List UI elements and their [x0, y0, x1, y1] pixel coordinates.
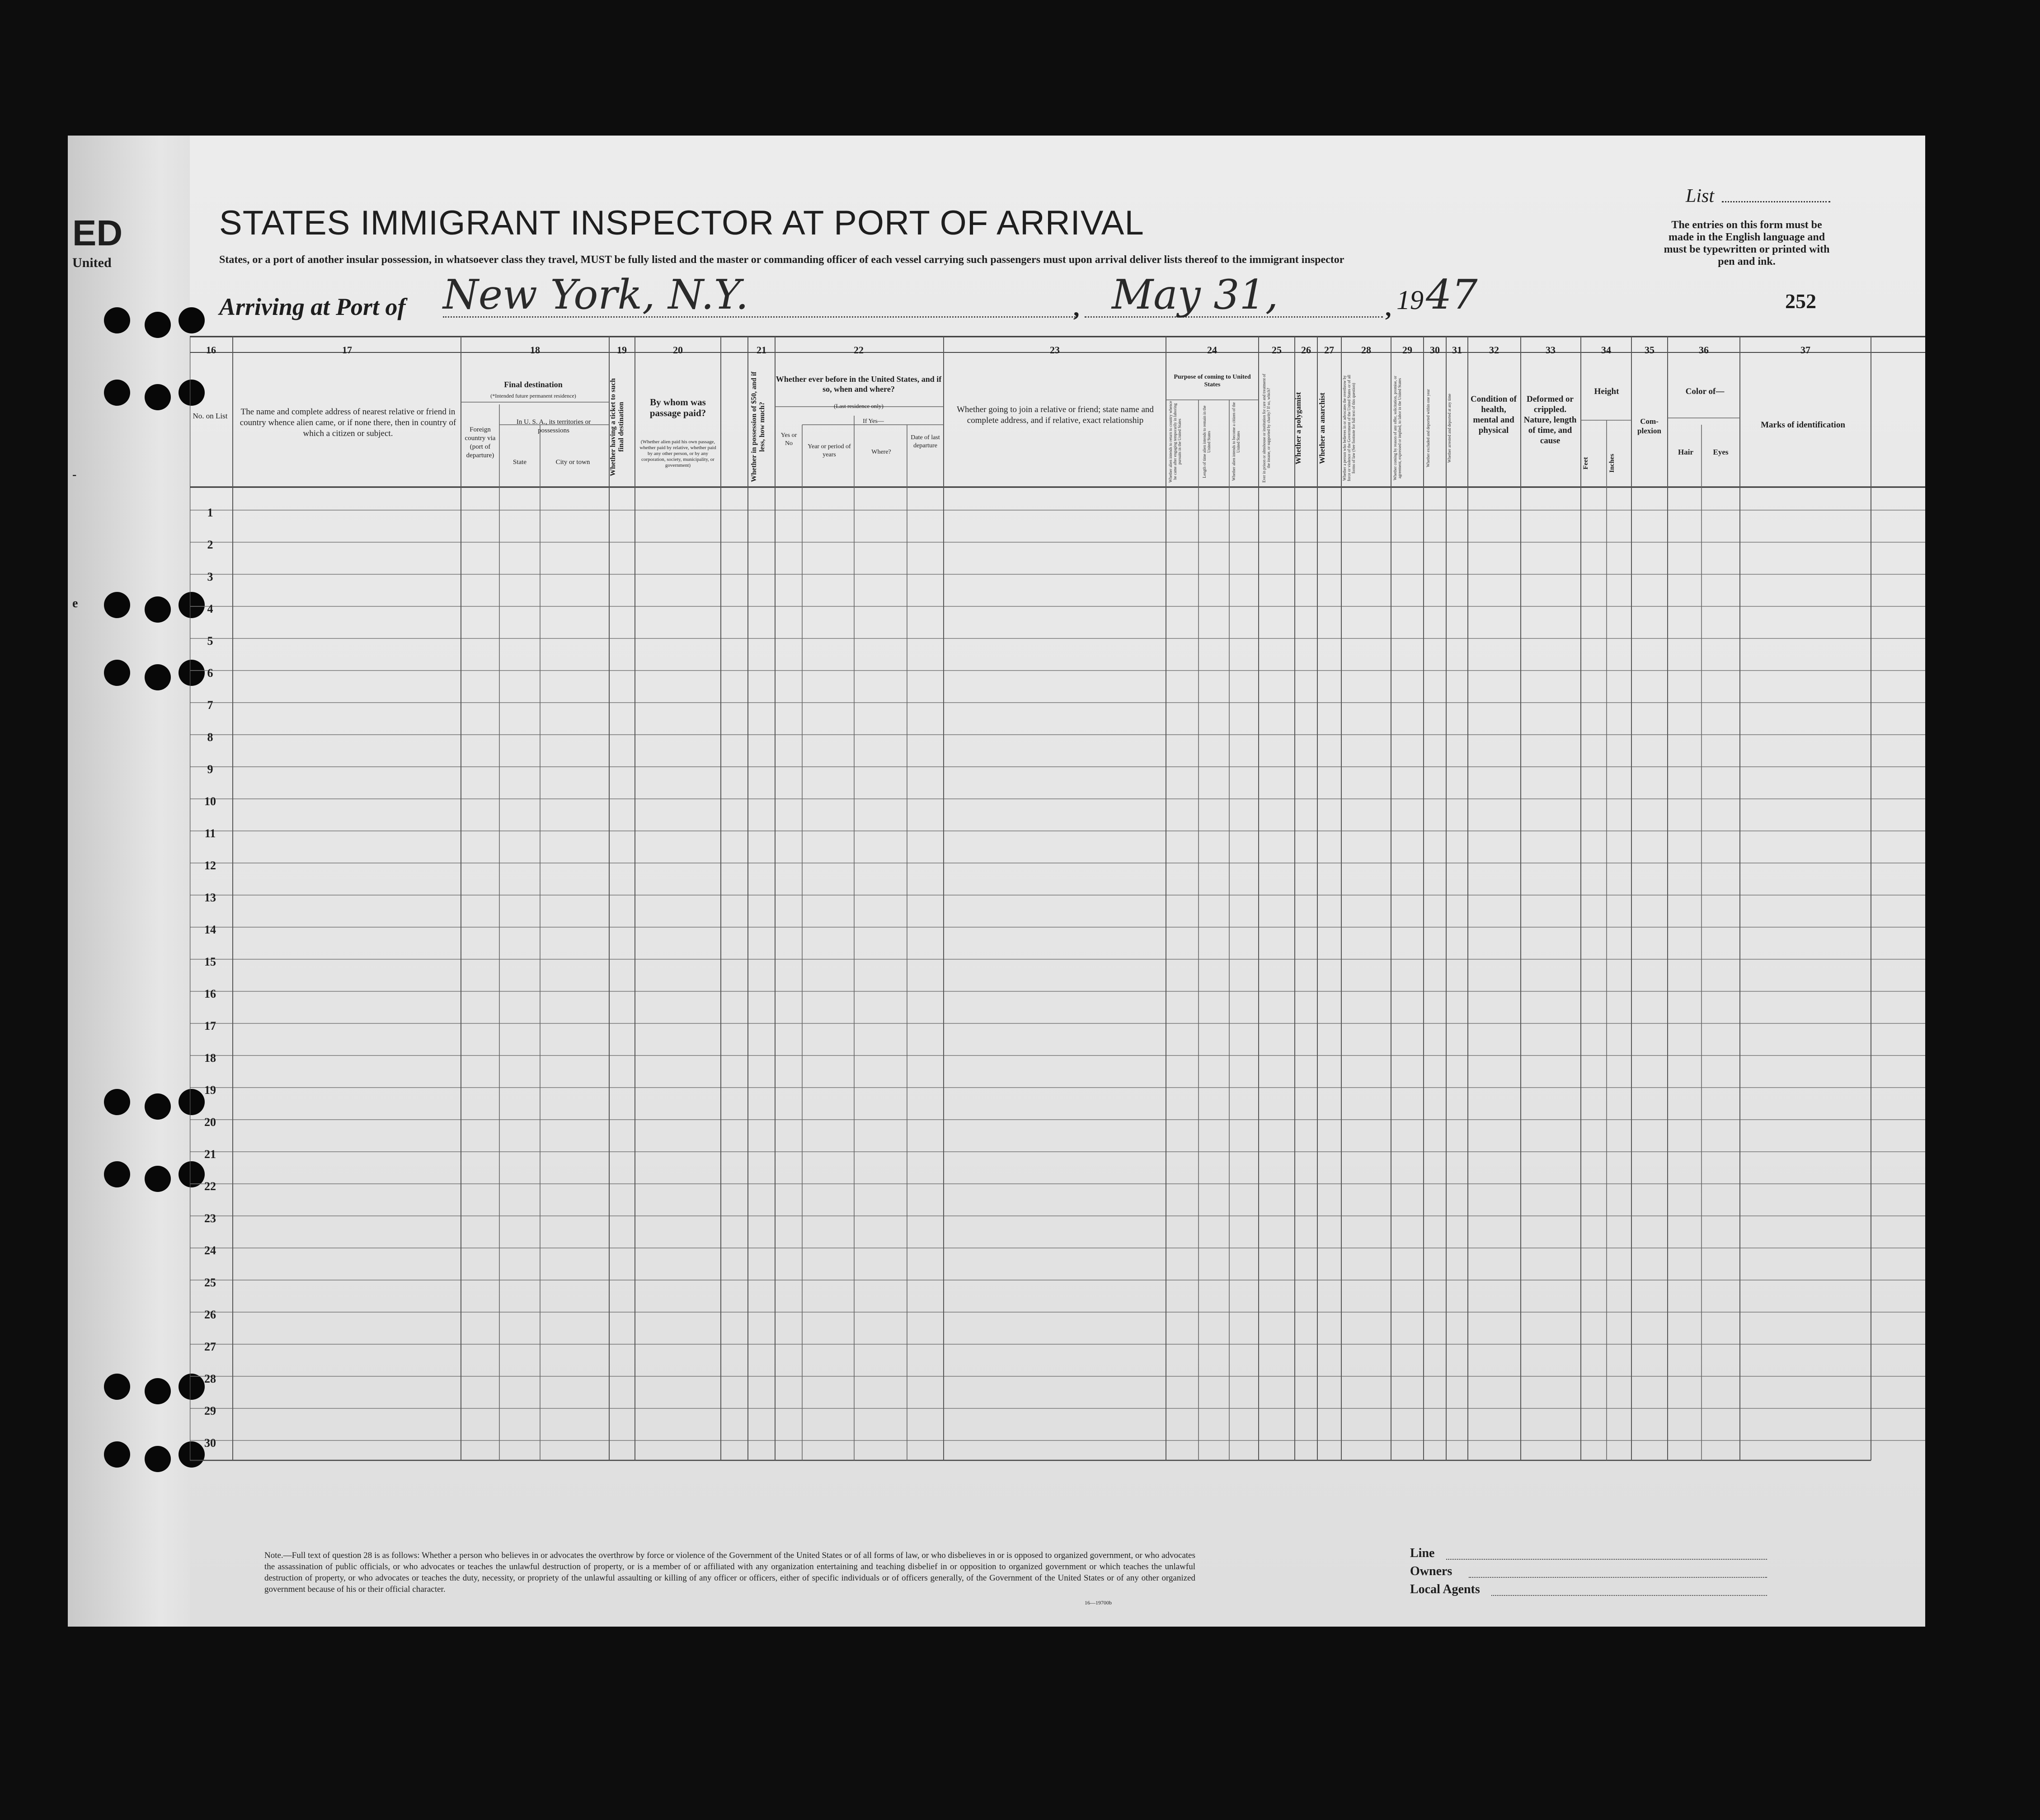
- row-number: 24: [204, 1244, 216, 1257]
- punch-hole: [104, 307, 130, 333]
- col24-citizen-header: Whether alien intends to become a citizen of the United States: [1232, 402, 1241, 481]
- column-number: 33: [1546, 344, 1556, 356]
- manifest-sheet: [190, 136, 1925, 1627]
- col18-note: (*Intended future permanent residence): [490, 393, 576, 399]
- column-number: 19: [617, 344, 627, 356]
- row-number: 7: [207, 699, 213, 712]
- col18-city-header: City or town: [555, 459, 590, 466]
- row-number: 28: [204, 1372, 216, 1385]
- row-number: 15: [204, 955, 216, 968]
- row-number: 27: [204, 1340, 216, 1353]
- row-number: 13: [204, 891, 216, 904]
- column-number: 35: [1645, 344, 1655, 356]
- column-number: 22: [854, 344, 864, 356]
- date-handwritten: May 31,: [1112, 271, 1279, 319]
- line-label: Line: [1410, 1546, 1435, 1560]
- col22-title: Whether ever before in the United States, and if so, when and where?: [776, 375, 942, 394]
- col25-header: Ever in prison or almshouse or institution for care and treatment of the insane, or supported by charity? If so, which?: [1262, 374, 1271, 483]
- row-number: 29: [204, 1404, 216, 1417]
- flap-word-fragment: United: [72, 255, 112, 270]
- col30-header: Whether excluded and deported within one year: [1426, 389, 1430, 467]
- row-number: 14: [204, 923, 216, 936]
- table-grid: [190, 136, 1925, 1500]
- column-number: 17: [342, 344, 352, 356]
- row-number: 5: [207, 634, 213, 647]
- col22-ifyes: If Yes—: [863, 418, 884, 425]
- column-number: 23: [1050, 344, 1060, 356]
- row-number: 30: [204, 1436, 216, 1449]
- col34-feet-header: Feet: [1582, 457, 1589, 469]
- row-number: 6: [207, 666, 213, 680]
- col24-length-header: Length of time alien intends to remain in the United States: [1202, 405, 1211, 478]
- punch-hole: [104, 1089, 130, 1115]
- punch-hole: [145, 1093, 171, 1120]
- year-prefix: 19: [1396, 285, 1424, 315]
- punch-hole: [104, 380, 130, 406]
- col37-header: Marks of identification: [1761, 420, 1845, 430]
- row-number: 25: [204, 1276, 216, 1289]
- question-28-footnote: Note.—Full text of question 28 is as follows: Whether a person who believes in or advocates the overthrow by force or violence of the Government of the United States or of all forms of law, or who disbelieves in or is opposed to organized government, or who advocates the assassination of public officials, or who advocates or teaches the unlawful destruction of property, or is a member of or affiliated with any organization entertaining and teaching disbelief in or opposition to organized government or which teaches the unlawful destruction of property, or who advocates or teaches the duty, necessity, or propriety of the unlawful assaulting or killing of any officer or officers, either of specific individuals or of officers generally, of the Government of the United States or of any other organized government because of his or their official character.: [264, 1551, 1195, 1594]
- row-number: 9: [207, 763, 213, 776]
- col32-header: Condition of health, mental and physical: [1471, 394, 1517, 435]
- row-number: 4: [207, 602, 213, 615]
- flap-side-fragment: e: [72, 596, 78, 610]
- local-agents-label: Local Agents: [1410, 1582, 1480, 1596]
- col21-header: Whether in possession of $50, and if less, how much?: [750, 371, 766, 483]
- column-number: 24: [1207, 344, 1217, 356]
- form-subtitle: States, or a port of another insular possession, in whatsoever class they travel, MUST be fully listed and the master or commanding officer of each vessel carrying such passengers must upon arrival deliver lists thereof to the immigrant inspector: [219, 254, 1344, 266]
- separator-comma: ,: [1385, 294, 1391, 321]
- column-number: 21: [757, 344, 766, 356]
- list-label: List: [1686, 186, 1715, 206]
- flap-title-fragment: ED: [72, 213, 123, 253]
- port-handwritten: New York, N.Y.: [443, 271, 749, 319]
- column-number: 36: [1699, 344, 1709, 356]
- row-number: 17: [204, 1019, 216, 1032]
- punch-hole: [145, 384, 171, 410]
- row-number: 26: [204, 1308, 216, 1321]
- col36-title: Color of—: [1685, 387, 1725, 396]
- col17-header: The name and complete address of nearest relative or friend in country whence alien came, or if none there, then in country of which a citizen or subject.: [240, 407, 456, 438]
- row-number: 19: [204, 1084, 216, 1097]
- col22-date-header: Date of last departure: [911, 434, 940, 449]
- col20-title: By whom was passage paid?: [649, 397, 706, 418]
- row-number: 22: [204, 1180, 216, 1193]
- col18-title: Final destination: [504, 380, 563, 389]
- row-number: 18: [204, 1051, 216, 1065]
- punch-hole: [104, 660, 130, 686]
- col24-title: Purpose of coming to United States: [1174, 374, 1251, 388]
- column-number: 18: [530, 344, 540, 356]
- row-number: 23: [204, 1212, 216, 1225]
- col34-title: Height: [1594, 387, 1619, 396]
- punch-hole: [104, 592, 130, 618]
- punch-hole: [145, 1446, 171, 1472]
- arriving-port-label: Arriving at Port of: [219, 293, 406, 320]
- form-title: STATES IMMIGRANT INSPECTOR AT PORT OF ARRIVAL: [219, 204, 1144, 242]
- row-number: 16: [204, 987, 216, 1000]
- col27-header: Whether an anarchist: [1318, 392, 1326, 464]
- col18-usa-header: In U. S. A., its territories or possessions: [516, 418, 591, 434]
- punch-hole: [145, 312, 171, 338]
- col34-inches-header: Inches: [1608, 454, 1616, 473]
- col35-header: Com-plexion: [1637, 417, 1661, 435]
- col18-state-header: State: [513, 459, 526, 466]
- punch-hole: [104, 1374, 130, 1400]
- col26-header: Whether a polygamist: [1294, 392, 1302, 464]
- punch-hole: [104, 1161, 130, 1187]
- col19-header: Whether having a ticket to such final destination: [609, 378, 625, 476]
- form-instructions: The entries on this form must be made in the English language and must be typewritten or printed with pen and ink.: [1664, 219, 1830, 267]
- col22-years-header: Year or period of years: [808, 443, 851, 458]
- column-number: 37: [1800, 344, 1810, 356]
- col28-header: Whether a person who believes in or advocates the overthrow by force or violence of the Government of the United States or of all forms of law (See footnote for full text of this question): [1342, 375, 1356, 482]
- col22-note: (Last residence only): [834, 403, 884, 409]
- column-number: 25: [1272, 344, 1282, 356]
- punch-hole: [145, 664, 171, 690]
- column-number: 27: [1324, 344, 1334, 356]
- punch-hole: [145, 1378, 171, 1404]
- column-number: 29: [1402, 344, 1412, 356]
- column-number: 28: [1361, 344, 1371, 356]
- column-number: 31: [1452, 344, 1462, 356]
- col16-header: No. on List: [193, 412, 228, 420]
- column-number: 26: [1301, 344, 1311, 356]
- col24-return-header: Whether alien intends to return to country whence he came after engaging temporarily in laboring pursuits in the United States: [1168, 401, 1182, 483]
- punch-hole: [145, 1166, 171, 1192]
- col20-note: (Whether alien paid his own passage, whether paid by relative, whether paid by any other person, or by any corporation, society, municipality, or government): [639, 439, 716, 468]
- local-agents-field: [1491, 1595, 1767, 1596]
- year-handwritten: 47: [1426, 271, 1478, 319]
- col36-hair-header: Hair: [1678, 448, 1693, 456]
- line-field: [1446, 1559, 1767, 1560]
- col22-where-header: Where?: [871, 449, 891, 455]
- col31-header: Whether arrested and deported at any time: [1447, 394, 1452, 463]
- col33-header: Deformed or crippled. Nature, length of time, and cause: [1523, 394, 1577, 446]
- column-number: 32: [1489, 344, 1499, 356]
- row-number: 3: [207, 570, 213, 583]
- col23-header: Whether going to join a relative or friend; state name and complete address, and if relative, exact relationship: [957, 405, 1154, 425]
- column-number: 16: [206, 344, 216, 356]
- row-number: 10: [204, 795, 216, 808]
- form-code: 16—19700b: [1085, 1600, 1112, 1606]
- col29-header: Whether coming by reason of any offer, solicitation, promise, or agreement, expressed or implied, to labor in the United States: [1393, 375, 1402, 481]
- separator-comma: ,: [1073, 294, 1080, 321]
- row-number: 8: [207, 731, 213, 744]
- col22-yesno-header: Yes or No: [780, 432, 797, 447]
- punch-hole: [145, 596, 171, 623]
- owners-label: Owners: [1410, 1564, 1452, 1578]
- column-number: 20: [673, 344, 683, 356]
- row-number: 2: [207, 538, 213, 551]
- owners-field: [1469, 1577, 1767, 1578]
- row-number: 1: [207, 506, 213, 519]
- column-number: 30: [1430, 344, 1440, 356]
- row-number: 12: [204, 859, 216, 872]
- page-number: 252: [1785, 290, 1816, 313]
- row-number: 21: [204, 1148, 216, 1161]
- col36-eyes-header: Eyes: [1713, 448, 1729, 456]
- row-number: 11: [204, 827, 216, 840]
- col18-foreign-header: Foreign country via (port of departure): [465, 426, 496, 459]
- column-number: 34: [1601, 344, 1611, 356]
- row-number: 20: [204, 1116, 216, 1129]
- flap-side-fragment: -: [72, 468, 77, 482]
- punch-hole: [104, 1441, 130, 1468]
